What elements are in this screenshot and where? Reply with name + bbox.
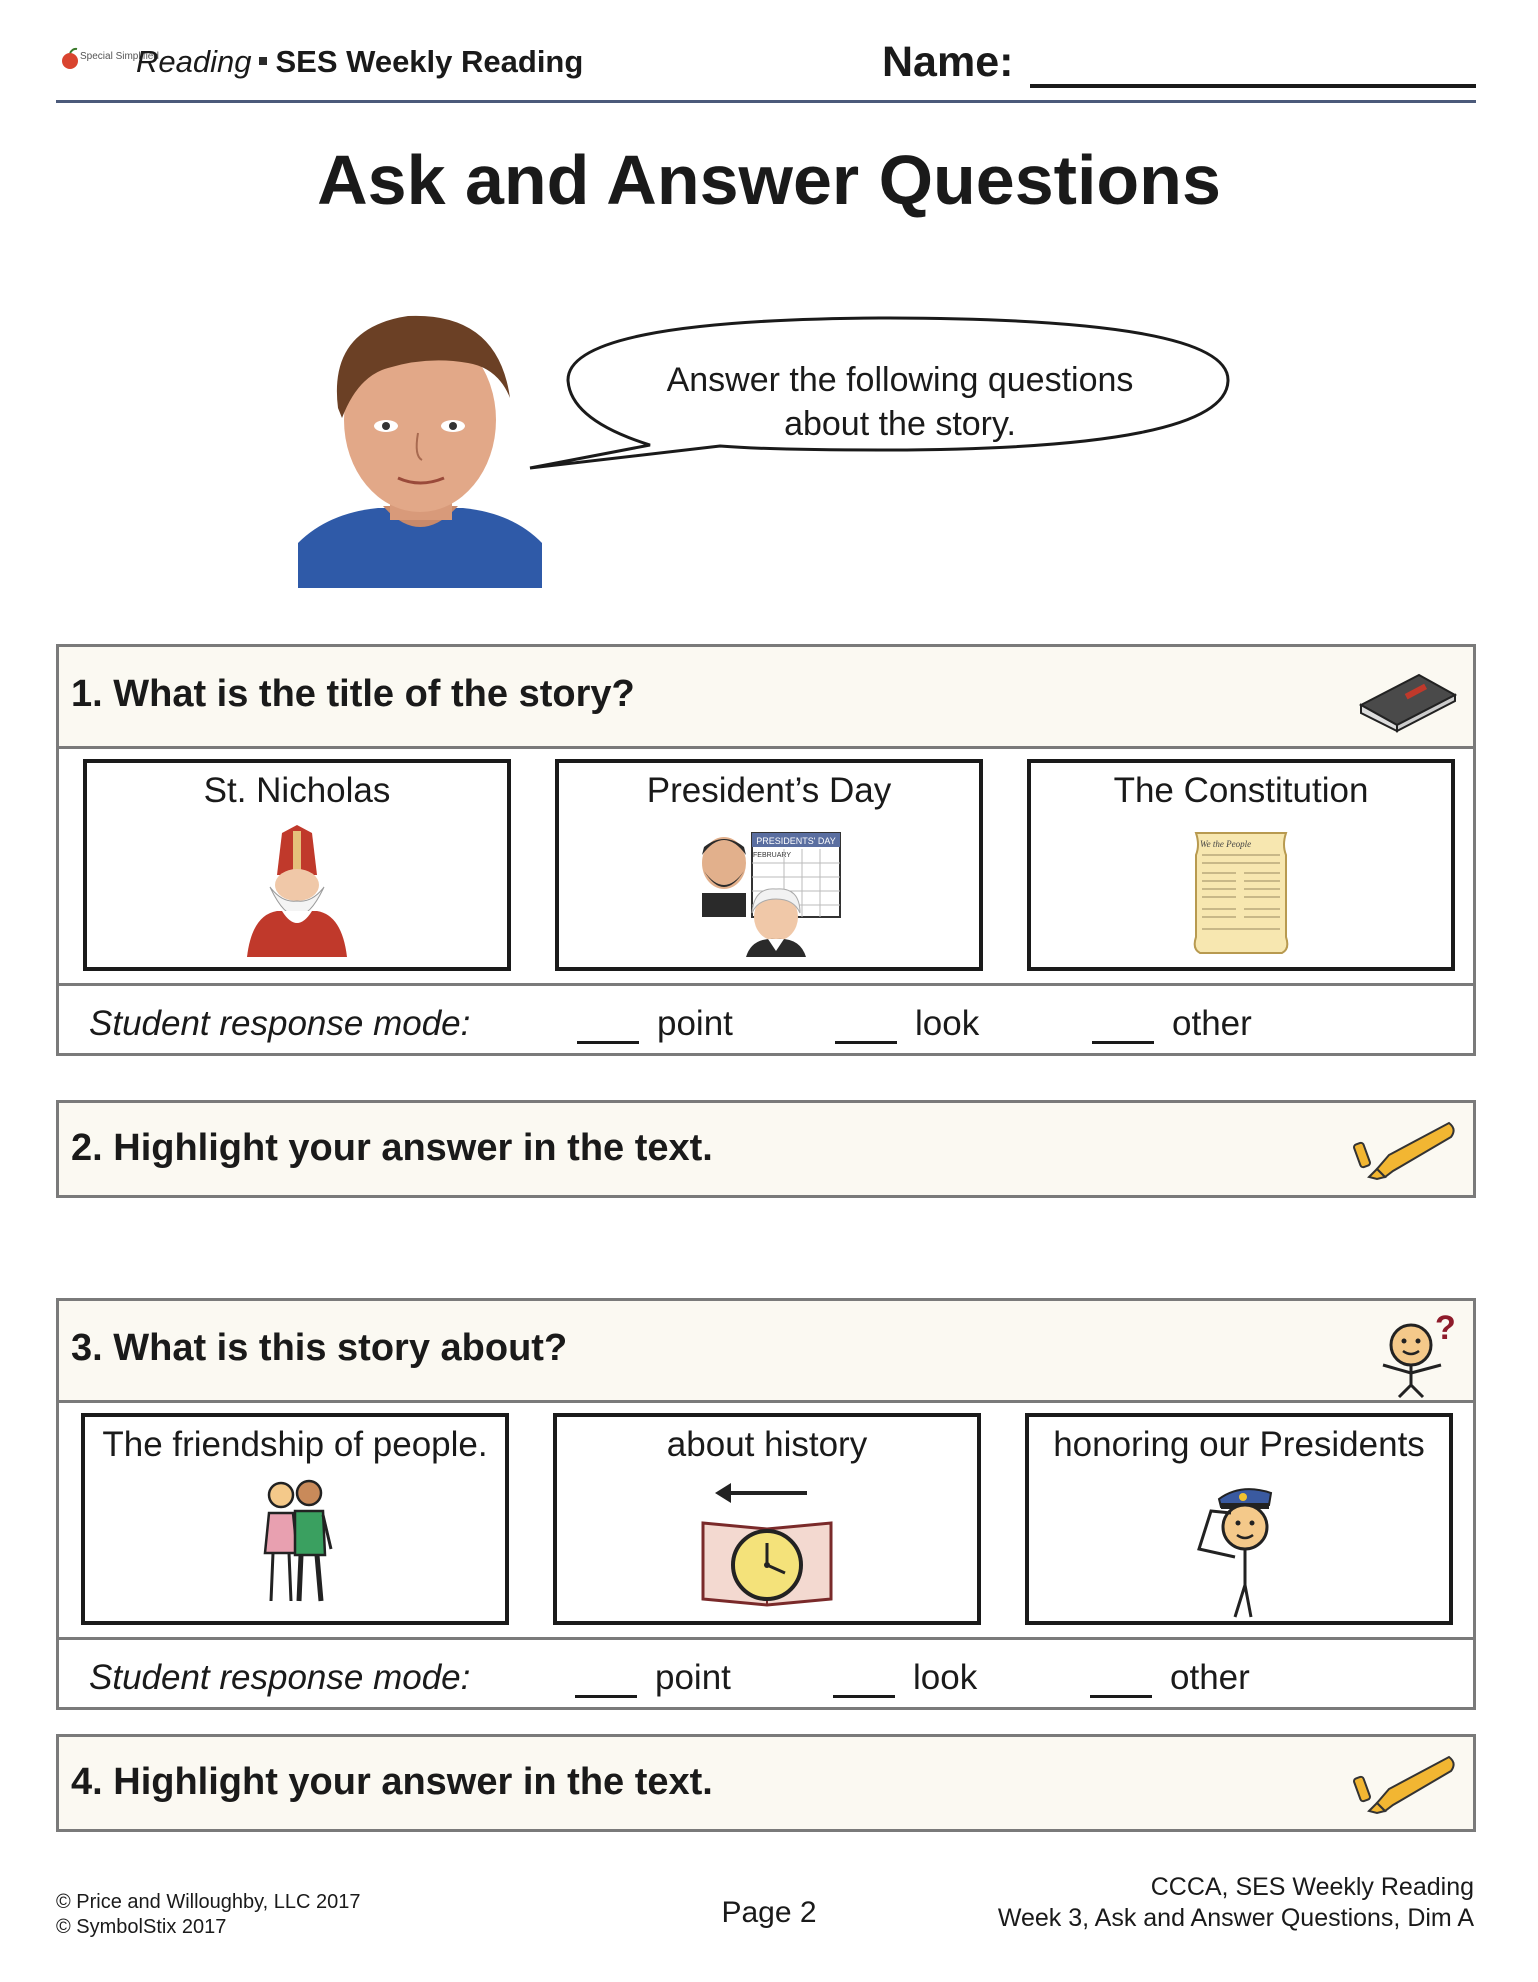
question-2-text: 2. Highlight your answer in the text.: [71, 1127, 713, 1169]
q3-option-look[interactable]: [833, 1658, 977, 1698]
speech-bubble-text: [590, 358, 1210, 446]
q1-option-look[interactable]: [835, 1004, 979, 1044]
question-1-text: 1. What is the title of the story?: [71, 673, 635, 715]
q3-option-point[interactable]: [575, 1658, 731, 1698]
q1-choice-label: St. Nicholas: [203, 771, 391, 810]
question-4-header: [59, 1737, 1473, 1829]
q3-choice-history[interactable]: [553, 1413, 981, 1625]
special-simplified-logo: [60, 44, 159, 78]
q3-option-label: point: [655, 1658, 731, 1697]
q1-option-point[interactable]: [577, 1004, 733, 1044]
q3-choice-label: honoring our Presidents: [1053, 1425, 1425, 1464]
saint-nicholas-icon: [242, 825, 352, 957]
calendar-month: FEBRUARY: [753, 852, 791, 859]
q3-choice-honoring-presidents[interactable]: [1025, 1413, 1453, 1625]
footer-copyright-1: © Price and Willoughby, LLC 2017: [56, 1891, 361, 1913]
question-3-panel: [56, 1298, 1476, 1710]
friends-icon: [255, 1479, 335, 1605]
speech-line-1: Answer the following questions: [666, 361, 1134, 399]
highlighter-icon: [1355, 1753, 1459, 1815]
q1-response-mode: [59, 983, 1473, 1053]
q1-blank-look[interactable]: [835, 1011, 897, 1044]
boy-avatar-icon: [298, 308, 542, 588]
q3-option-other[interactable]: [1090, 1658, 1250, 1698]
footer-right-1: CCCA, SES Weekly Reading: [1150, 1873, 1474, 1901]
question-1-panel: [56, 644, 1476, 1056]
question-3-header: [59, 1301, 1473, 1403]
header-subject: Reading: [136, 44, 252, 79]
q3-option-label: other: [1170, 1658, 1250, 1697]
name-label: Name:: [882, 38, 1014, 86]
constitution-scroll-icon: [1186, 825, 1296, 957]
question-1-header: [59, 647, 1473, 749]
q3-choice-label: about history: [666, 1425, 868, 1464]
highlighter-icon: [1355, 1119, 1459, 1181]
page-number: Page 2: [721, 1896, 817, 1929]
salute-icon: [1191, 1479, 1287, 1619]
q1-blank-other[interactable]: [1092, 1011, 1154, 1044]
page-title: Ask and Answer Questions: [317, 141, 1221, 219]
q3-option-label: look: [913, 1658, 978, 1697]
header-rule: [56, 100, 1476, 103]
q1-choice-constitution[interactable]: [1027, 759, 1455, 971]
q1-choice-label: The Constitution: [1113, 771, 1369, 810]
q1-option-label: other: [1172, 1004, 1252, 1043]
q1-option-label: look: [915, 1004, 980, 1043]
footer-course-info: [998, 1872, 1474, 1934]
q3-blank-look[interactable]: [833, 1665, 895, 1698]
header-program: [136, 44, 583, 80]
footer-copyright-2: © SymbolStix 2017: [56, 1916, 227, 1938]
q1-choice-label: President’s Day: [646, 771, 892, 810]
q3-choice-friendship[interactable]: [81, 1413, 509, 1625]
question-2-panel: [56, 1100, 1476, 1198]
svg-text:Special Simplified: Special Simplified: [80, 51, 159, 62]
q3-choice-label: The friendship of people.: [102, 1425, 488, 1464]
header-program-title: SES Weekly Reading: [275, 44, 584, 79]
footer-right-2: Week 3, Ask and Answer Questions, Dim A: [997, 1904, 1474, 1932]
scroll-text: We the People: [1200, 839, 1252, 849]
question-4-panel: [56, 1734, 1476, 1832]
question-person-icon: [1363, 1309, 1459, 1397]
presidents-day-icon: [694, 825, 844, 957]
q3-blank-point[interactable]: [575, 1665, 637, 1698]
question-3-text: 3. What is this story about?: [71, 1327, 568, 1369]
header-separator: [259, 57, 267, 65]
question-4-text: 4. Highlight your answer in the text.: [71, 1761, 713, 1803]
q1-blank-point[interactable]: [577, 1011, 639, 1044]
book-icon: [1355, 665, 1459, 731]
q3-blank-other[interactable]: [1090, 1665, 1152, 1698]
calendar-title: PRESIDENTS' DAY: [756, 836, 836, 846]
q3-response-mode: [59, 1637, 1473, 1707]
q1-choice-presidents-day[interactable]: [555, 759, 983, 971]
q1-choice-st-nicholas[interactable]: [83, 759, 511, 971]
q1-option-label: point: [657, 1004, 733, 1043]
q3-response-label: Student response mode:: [89, 1658, 471, 1697]
question-2-header: [59, 1103, 1473, 1195]
q1-option-other[interactable]: [1092, 1004, 1252, 1044]
speech-line-2: about the story.: [784, 405, 1016, 443]
q1-response-label: Student response mode:: [89, 1004, 471, 1043]
svg-text:?: ?: [1435, 1309, 1456, 1347]
name-input-line[interactable]: [1030, 84, 1476, 88]
history-clock-book-icon: [697, 1479, 837, 1605]
